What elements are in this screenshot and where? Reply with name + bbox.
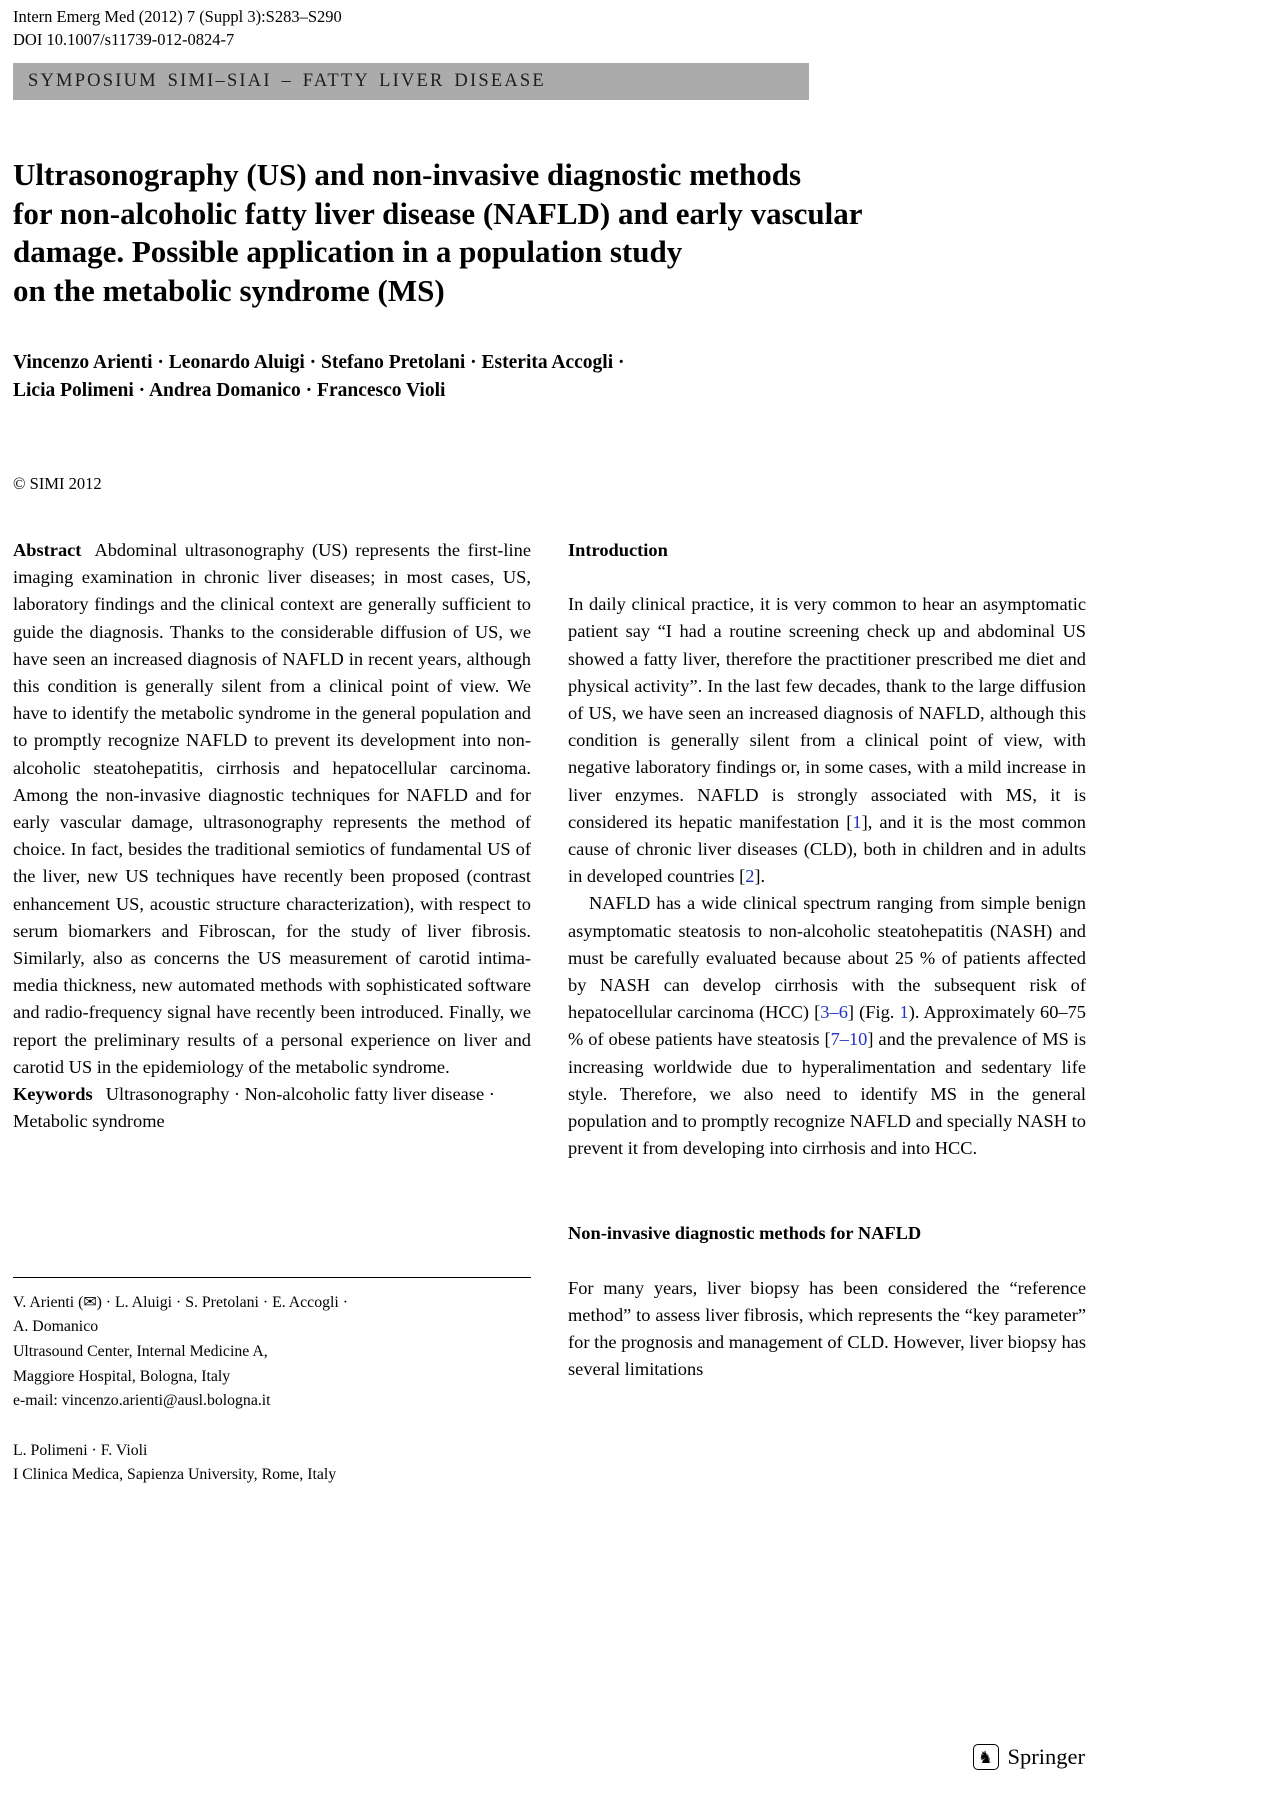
keywords-label: Keywords (13, 1084, 93, 1105)
abstract-label: Abstract (13, 540, 82, 560)
introduction-paragraph-2 (568, 890, 1086, 1162)
text-run: ], and it is the most common cause of chronic liver diseases (CLD), both in children and in adults in developed countries [ (568, 811, 1086, 887)
affiliation-group (13, 1439, 531, 1488)
publisher-name: Springer (1007, 1744, 1085, 1769)
article-title-line: damage. Possible application in a population study (13, 234, 683, 269)
text-run: ] (Fig. (847, 1002, 900, 1023)
introduction-paragraph-1 (568, 591, 1086, 890)
affiliation-line: A. Domanico (13, 1318, 99, 1336)
keywords-text: Ultrasonography · Non-alcoholic fatty liver disease · Metabolic syndrome (13, 1084, 495, 1132)
copyright-line: © SIMI 2012 (13, 474, 102, 493)
article-title (13, 156, 1033, 310)
affiliation-line: I Clinica Medica, Sapienza University, Rome, Italy (13, 1466, 337, 1484)
right-column (568, 537, 1086, 1490)
publisher-logo (973, 1744, 1086, 1770)
citation-link[interactable]: 1 (852, 811, 862, 832)
doi-line: DOI 10.1007/s11739-012-0824-7 (13, 30, 235, 49)
section-heading-noninvasive-methods: Non-invasive diagnostic methods for NAFLD (568, 1223, 922, 1244)
citation-link[interactable]: 1 (899, 1002, 909, 1023)
authors-line: Licia Polimeni · Andrea Domanico · Francesco Violi (13, 380, 446, 401)
citation-link[interactable]: 2 (745, 866, 755, 887)
section-heading-introduction: Introduction (568, 540, 668, 560)
affiliation-line: L. Polimeni · F. Violi (13, 1441, 148, 1459)
affiliation-line: Ultrasound Center, Internal Medicine A, (13, 1343, 268, 1361)
two-column-body (13, 537, 1086, 1490)
citation-link[interactable]: 3–6 (820, 1002, 848, 1023)
symposium-banner: SYMPOSIUM SIMI–SIAI – FATTY LIVER DISEASE (13, 63, 809, 100)
text-run: ). Approximately 60–75 % of obese patients have steatosis [ (568, 1002, 1086, 1050)
abstract-paragraph (13, 537, 531, 1081)
affiliation-email-line: e-mail: vincenzo.arienti@ausl.bologna.it (13, 1392, 271, 1410)
text-run: ] and the prevalence of MS is increasing worldwide due to hyperalimentation and sedentary life style. Therefore, we also need to identify MS in the general population and to promptly recognize NAFLD and specially NASH to prevent it from developing into cirrhosis and into HCC. (568, 1029, 1086, 1159)
article-title-line: Ultrasonography (US) and non-invasive diagnostic methods (13, 157, 802, 192)
citation-link[interactable]: 7–10 (830, 1029, 868, 1050)
authors-block (13, 349, 625, 405)
header-meta (13, 5, 342, 51)
article-title-line: on the metabolic syndrome (MS) (13, 272, 445, 308)
affiliation-line: V. Arienti (✉) · L. Aluigi · S. Pretolani · E. Accogli · (13, 1293, 348, 1311)
footnote-rule (13, 1277, 531, 1278)
text-run: NAFLD has a wide clinical spectrum ranging from simple benign asymptomatic steatosis to non-alcoholic steatohepatitis (NASH) and must be carefully evaluated because about 25 % of patients affected by NASH can develop cirrhosis with the subsequent risk of hepatocellular carcinoma (HCC) [ (568, 893, 1086, 1023)
affiliation-line: Maggiore Hospital, Bologna, Italy (13, 1367, 231, 1385)
text-run: ]. (754, 866, 766, 887)
affiliation-footnotes (13, 1277, 531, 1488)
abstract-text: Abdominal ultrasonography (US) represents the first-line imaging examination in chronic liver diseases; in most cases, US, laboratory findings and the clinical context are generally sufficient to guide the diagnosis. Thanks to the considerable diffusion of US, we have seen an increased diagnosis of NAFLD in recent years, although this condition is generally silent from a clinical point of view. We have to identify the metabolic syndrome in the general population and to promptly recognize NAFLD to prevent its development into non-alcoholic steatohepatitis, cirrhosis and hepatocellular carcinoma. Among the non-invasive diagnostic techniques for NAFLD and for early vascular damage, ultrasonography represents the method of choice. In fact, besides the traditional semiotics of fundamental US of the liver, new US techniques have recently been proposed (contrast enhancement US, acoustic structure characterization), with respect to serum biomarkers and Fibroscan, for the study of liver fibrosis. Similarly, also as concerns the US measurement of carotid intima-media thickness, new automated methods with sophisticated software and radio-frequency signal have recently been introduced. Finally, we report the preliminary results of a personal experience on liver and carotid US in the epidemiology of the metabolic syndrome. (13, 540, 531, 1077)
springer-horse-icon: ♞ (973, 1744, 999, 1770)
keywords-paragraph (13, 1081, 531, 1135)
authors-line: Vincenzo Arienti · Leonardo Aluigi · Stefano Pretolani · Esterita Accogli · (13, 352, 625, 373)
left-column (13, 537, 531, 1490)
affiliation-group (13, 1291, 531, 1414)
journal-reference: Intern Emerg Med (2012) 7 (Suppl 3):S283–S290 (13, 7, 342, 26)
section2-paragraph-1: For many years, liver biopsy has been considered the “reference method” to assess liver fibrosis, which represents the “key parameter” for the prognosis and management of CLD. However, liver biopsy has several limitations (568, 1277, 1086, 1380)
article-title-line: for non-alcoholic fatty liver disease (NAFLD) and early vascular (13, 195, 863, 231)
text-run: In daily clinical practice, it is very common to hear an asymptomatic patient say “I had a routine screening check up and abdominal US showed a fatty liver, therefore the practitioner prescribed me diet and physical activity”. In the last few decades, thank to the large diffusion of US, we have seen an increased diagnosis of NAFLD, although this condition is generally silent from a clinical point of view, with negative laboratory findings or, in some cases, with a mild increase in liver enzymes. NAFLD is strongly associated with MS, it is considered its hepatic manifestation [ (568, 594, 1086, 832)
